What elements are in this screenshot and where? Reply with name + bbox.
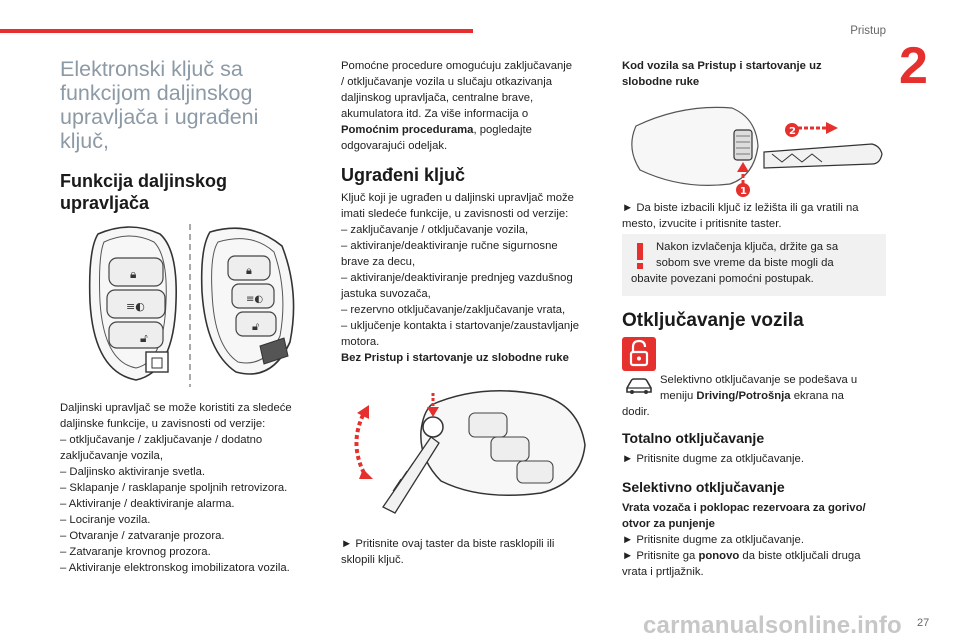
remote-functions-text: Daljinski upravljač se može koristiti za sledeće daljinske funkcije, u zavisnosti od verzije: – otključavanje / zaključavanje / dodatno zaključavanje vozila, – Daljinsko aktiviranje svetla. – Sklapanje / rasklapanje spoljnih retrovizora. – Aktiviranje / deaktiviranje alarma. – Lociranje vozila. – Otvaranje / zatvaranje prozora. – Zatvaranje krovnog prozora. – Aktiviranje elektronskog imobilizatora vozila.: [60, 402, 292, 574]
car-settings-icon: [622, 374, 656, 396]
release-catch-icon: [734, 130, 752, 160]
svg-text:≡◐: ≡◐: [126, 300, 145, 313]
header-accent-bar: [0, 29, 473, 33]
flip-key-instruction: ► Pritisnite ovaj taster da biste rasklopili ili sklopili ključ.: [341, 538, 555, 566]
total-unlock-heading: Totalno otključavanje: [622, 430, 765, 446]
flip-key-illustration: [341, 375, 603, 525]
key-blade-icon: [383, 437, 439, 513]
selective-unlock-steps: Vrata vozača i poklopac rezervoara za gorivo/ otvor za punjenje ► Pritisnite dugme za otključavanje. ► Pritisnite ga ponovo da biste otključali druga vrata i prtljažnik.: [622, 502, 866, 578]
page-title: Elektronski ključ sa funkcijom daljinskog upravljača i ugrađeni ključ,: [60, 57, 259, 153]
svg-text:🔒︎: 🔒︎: [130, 267, 137, 281]
built-in-key-heading: Ugrađeni ključ: [341, 165, 466, 185]
remote-control-heading: Funkcija daljinskog upravljača: [60, 171, 228, 213]
svg-text:🔒︎: 🔒︎: [246, 264, 252, 277]
selective-unlock-note: Selektivno otključavanje se podešava u meniju Driving/Potrošnja ekrana na: [660, 374, 858, 402]
unlock-padlock-icon: [622, 337, 656, 371]
key-extraction-illustration: [622, 98, 890, 198]
pull-arrow-icon: [826, 122, 838, 134]
svg-text:🔓︎: 🔓︎: [252, 320, 260, 333]
fob-angled-icon: [202, 228, 294, 374]
rotate-arrow-icon: [356, 415, 365, 475]
selective-unlock-heading: Selektivno otključavanje: [622, 479, 785, 495]
section-name: Pristup: [850, 25, 886, 37]
selective-unlock-note-end: dodir.: [622, 406, 650, 418]
chapter-number: 2: [899, 37, 928, 95]
fob-front-icon: [90, 227, 177, 380]
flip-button-icon: [423, 417, 443, 437]
built-in-key-text: Ključ koji je ugrađen u daljinski upravljač može imati sledeće funkcije, u zavisnosti od verzije: – zaključavanje / otključavanje vozila, – aktiviranje/deaktiviranje ručne sigurnosne brave za decu, – aktiviranje/deaktiviranje prednjeg vazdušnog jastuka suvozača, – rezervno otključavanje/zaključavanje vrata, – uključenje kontakta i startovanje/zaustavljanje motora. Bez Pristup i startovanje uz slobodne ruke: [341, 192, 580, 364]
watermark: carmanualsonline.info: [643, 612, 902, 639]
svg-text:≡◐: ≡◐: [246, 294, 264, 305]
unlocking-heading: Otključavanje vozila: [622, 310, 804, 331]
hands-free-heading: Kod vozila sa Pristup i startovanje uz slobodne ruke: [622, 60, 822, 88]
total-unlock-instruction: ► Pritisnite dugme za otključavanje.: [622, 453, 804, 465]
extracted-key-icon: [764, 144, 882, 168]
svg-text:🔓︎: 🔓︎: [140, 331, 148, 345]
key-fob-illustration: [60, 222, 310, 392]
callout-1: 1: [740, 186, 747, 197]
page-number: 27: [917, 617, 930, 629]
warning-box: Nakon izvlačenja ključa, držite ga sa sobom sve vreme da biste mogli da obavite povezani pomoćni postupak.: [622, 234, 886, 296]
key-extraction-instruction: ► Da biste izbacili ključ iz ležišta ili ga vratili na mesto, izvucite i pritisnite taster.: [622, 202, 859, 230]
callout-2: 2: [789, 126, 796, 137]
backup-procedures-text: Pomoćne procedure omogućuju zaključavanje / otključavanje vozila u slučaju otkazivanja daljinskog upravljača, centralne brave, akumulatora itd. Za više informacija o Pomoćnim procedurama, pogledajte odgovarajući odeljak.: [341, 60, 573, 152]
warning-exclamation-icon: [634, 243, 646, 269]
